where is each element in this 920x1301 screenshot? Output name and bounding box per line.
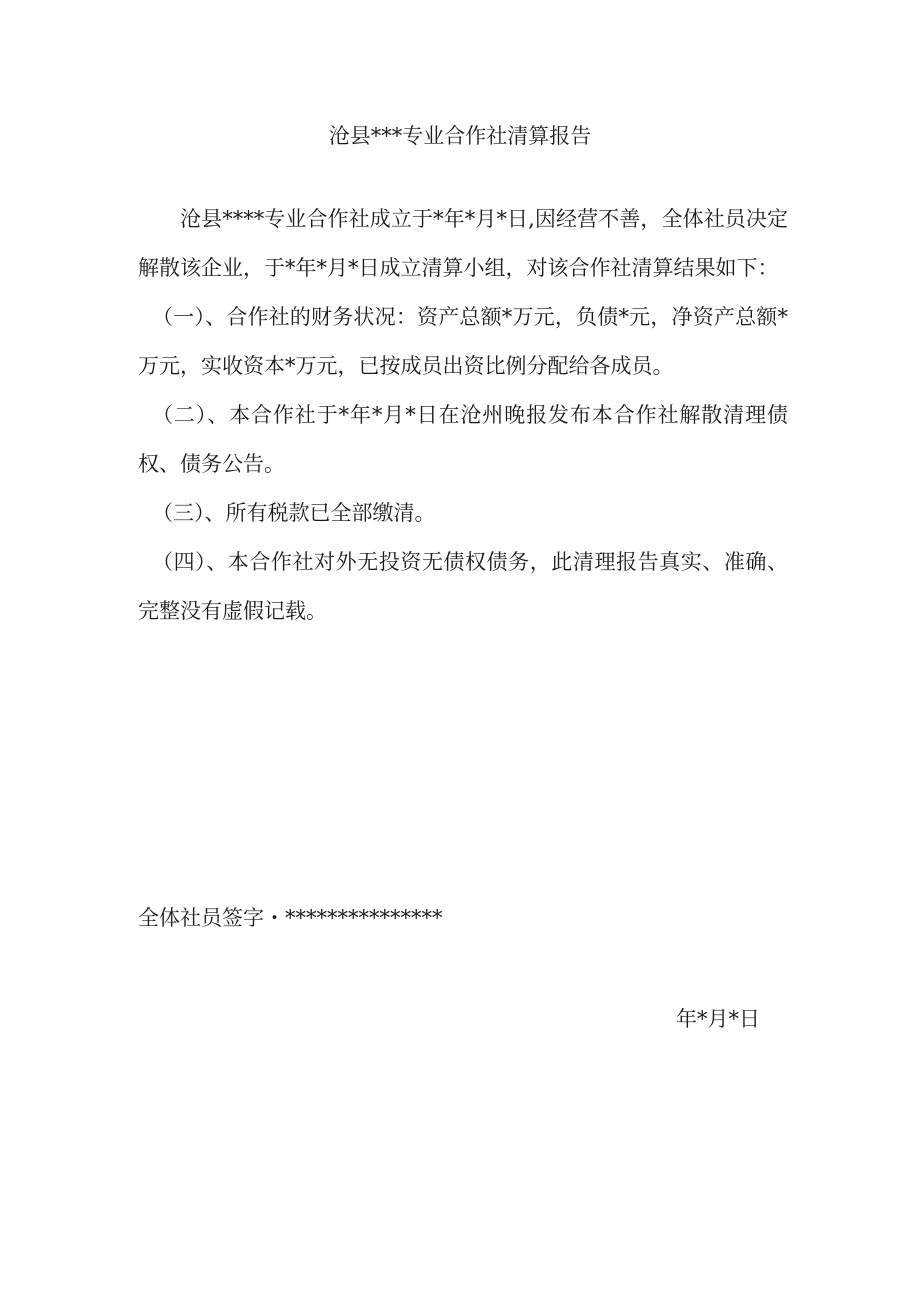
- signature-line: 全体社员签字・***************: [138, 906, 443, 930]
- date-line: 年*月*日: [676, 1007, 760, 1031]
- document-title: 沧县***专业合作社清算报告: [328, 124, 592, 148]
- intro-paragraph: 沧县****专业合作社成立于*年*月*日,因经营不善，全体社员决定解散该企业，于*年*月*日成立清算小组，对该合作社清算结果如下：: [138, 207, 788, 280]
- item-paragraph-2: （二）、本合作社于*年*月*日在沧州晚报发布本合作社解散清理债权、债务公告。: [138, 403, 788, 476]
- item-paragraph-1: （一）、合作社的财务状况：资产总额*万元，负债*元，净资产总额*万元，实收资本*万元，已按成员出资比例分配给各成员。: [138, 305, 788, 378]
- item-paragraph-3: （三）、所有税款已全部缴清。: [152, 501, 436, 525]
- document-body: [138, 195, 788, 636]
- item-paragraph-4: （四）、本合作社对外无投资无债权债务，此清理报告真实、准确、完整没有虚假记载。: [138, 550, 788, 623]
